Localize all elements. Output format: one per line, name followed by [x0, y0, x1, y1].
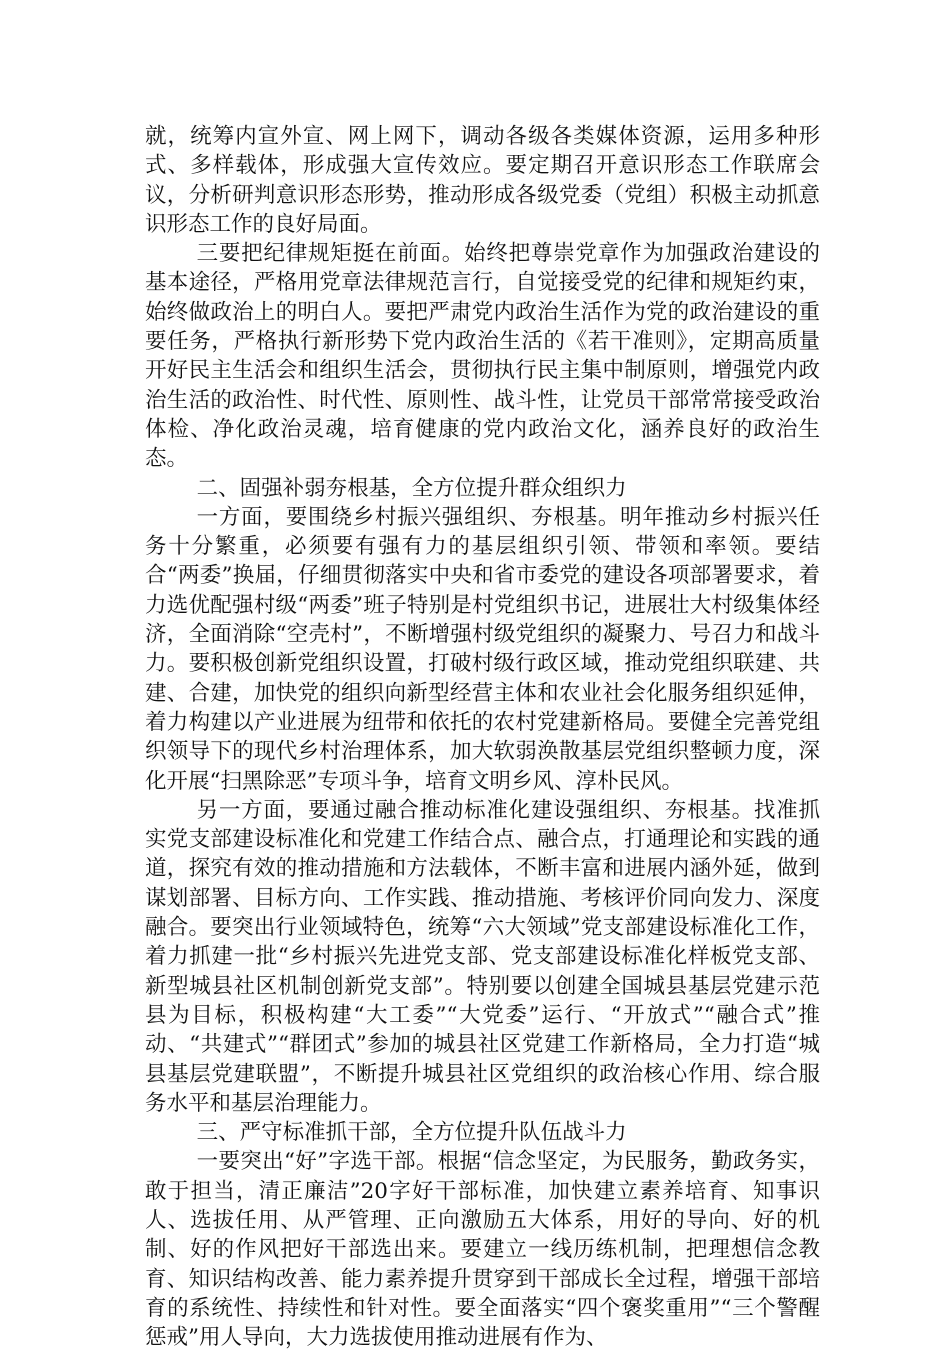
paragraph-rural-revitalization: 一方面，要围绕乡村振兴强组织、夯根基。明年推动乡村振兴任务十分繁重，必须要有强有力的基层组织引领、带领和率领。要结合“两委”换届，仔细贯彻落实中央和省市委党的建设各项部署要求，着力选优配强村级“两委”班子特别是村党组织书记，进展壮大村级集体经济，全面消除“空壳村”，不断增强村级党组织的凝聚力、号召力和战斗力。要积极创新党组织设置，打破村级行政区域，推动党组织联建、共建、合建，加快党的组织向新型经营主体和农业社会化服务组织延伸，着力构建以产业进展为纽带和依托的农村党建新格局。要健全完善党组织领导下的现代乡村治理体系，加大软弱涣散基层党组织整顿力度，深化开展“扫黑除恶”专项斗争，培育文明乡风、淳朴民风。 — [145, 504, 820, 794]
section-heading-three: 三、严守标准抓干部，全方位提升队伍战斗力 — [196, 1120, 627, 1146]
paragraph-select-cadres: 一要突出“好”字选干部。根据“信念坚定，为民服务，勤政务实，敢于担当，清正廉洁”20字好干部标准，加快建立素养培育、知事识人、选拔任用、从严管理、正向激励五大体系，用好的导向、好的机制、好的作风把好干部选出来。要建立一线历练机制，把理想信念教育、知识结构改善、能力素养提升贯穿到干部成长全过程，增强干部培育的系统性、持续性和针对性。要全面落实“四个褒奖重用”“三个警醒惩戒”用人导向，大力选拔使用推动进展有作为、 — [145, 1149, 820, 1351]
paragraph-discipline-rules: 三要把纪律规矩挺在前面。始终把尊崇党章作为加强政治建设的基本途径，严格用党章法律规范言行，自觉接受党的纪律和规矩约束，始终做政治上的明白人。要把严肃党内政治生活作为党的政治建设的重要任务，严格执行新形势下党内政治生活的《若干准则》，定期高质量开好民主生活会和组织生活会，贯彻执行民主集中制原则，增强党内政治生活的政治性、时代性、原则性、战斗性，让党员干部常常接受政治体检、净化政治灵魂，培育健康的党内政治文化，涵养良好的政治生态。 — [145, 241, 820, 472]
section-heading-two: 二、固强补弱夯根基，全方位提升群众组织力 — [196, 475, 627, 501]
paragraph-continuation: 就，统筹内宣外宣、网上网下，调动各级各类媒体资源，运用多种形式、多样载体，形成强大宣传效应。要定期召开意识形态工作联席会议，分析研判意识形态形势，推动形成各级党委（党组）积极主动抓意识形态工作的良好局面。 — [145, 124, 820, 237]
document-page — [145, 122, 820, 1352]
paragraph-standardization: 另一方面，要通过融合推动标准化建设强组织、夯根基。找准抓实党支部建设标准化和党建工作结合点、融合点，打通理论和实践的通道，探究有效的推动措施和方法载体，不断丰富和进展内涵外延，做到谋划部署、目标方向、工作实践、推动措施、考核评价同向发力、深度融合。要突出行业领域特色，统筹“六大领域”党支部建设标准化工作，着力抓建一批“乡村振兴先进党支部、党支部建设标准化样板党支部、新型城县社区机制创新党支部”。特别要以创建全国城县基层党建示范县为目标，积极构建“大工委”“大党委”运行、“开放式”“融合式”推动、“共建式”“群团式”参加的城县社区党建工作新格局，全力打造“城县基层党建联盟”，不断提升城县社区党组织的政治核心作用、综合服务水平和基层治理能力。 — [145, 797, 820, 1116]
